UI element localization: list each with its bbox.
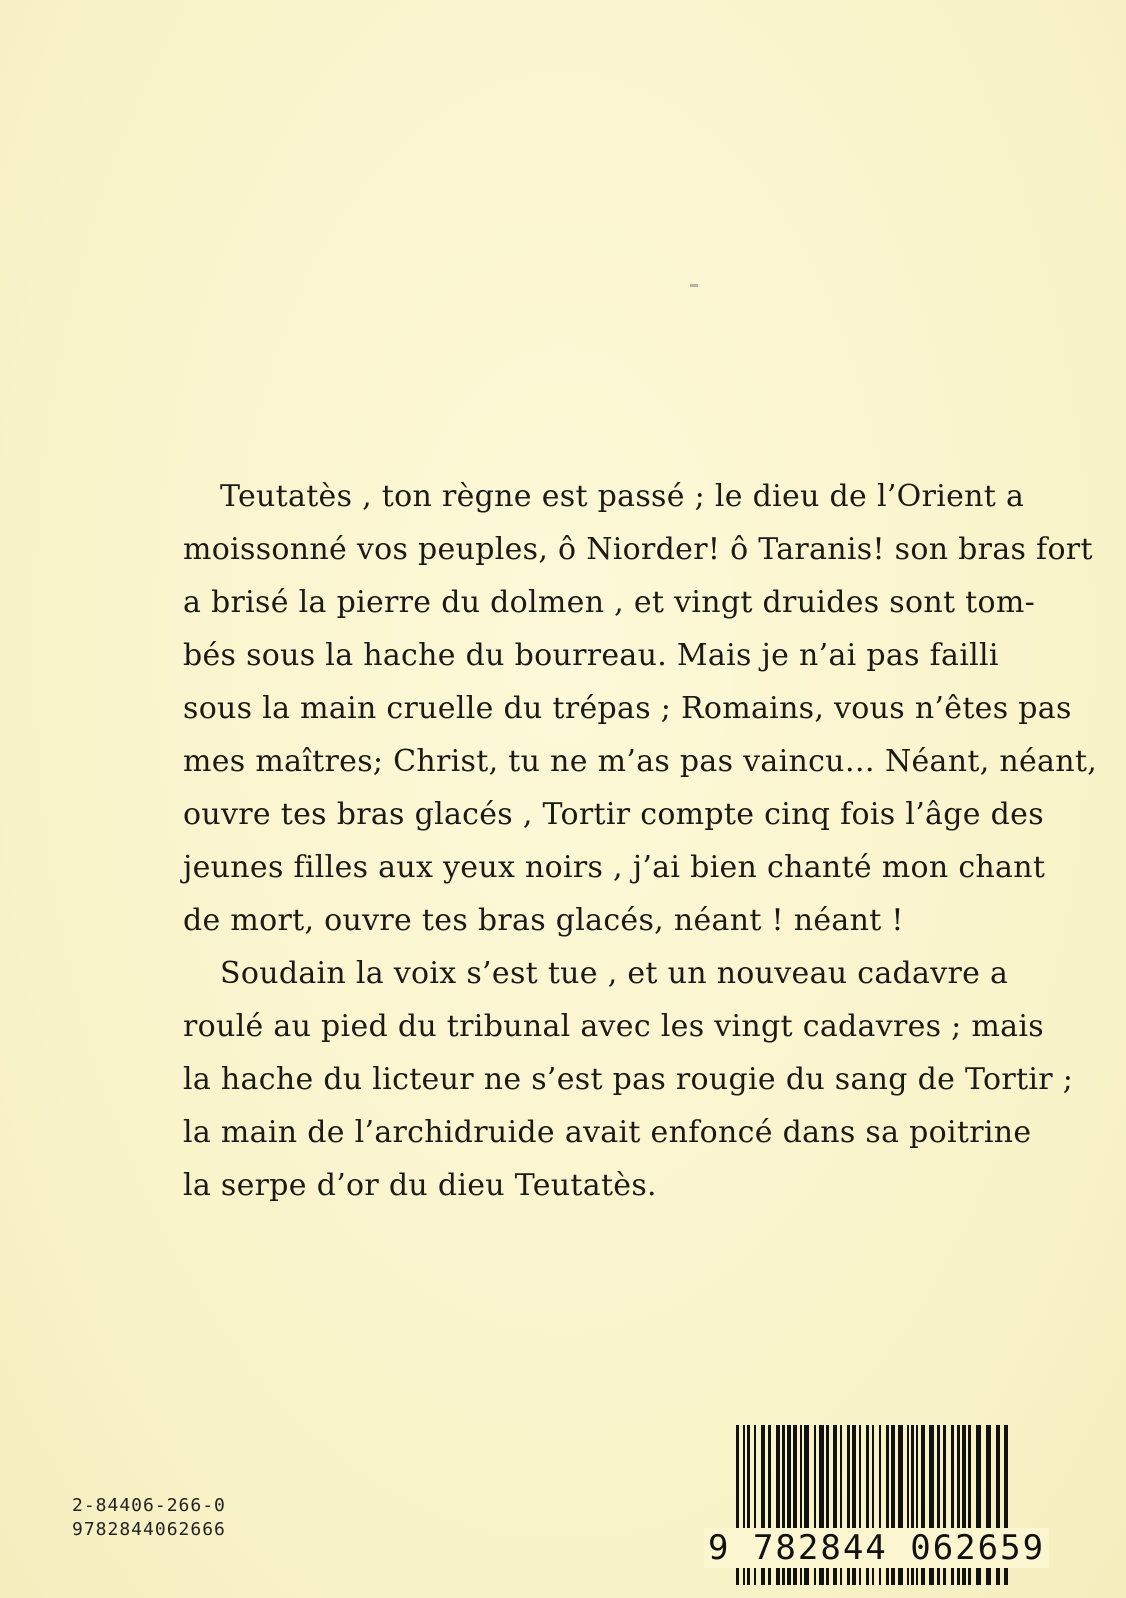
text-line: de mort, ouvre tes bras glacés, néant ! néant ! [183,903,904,938]
isbn-block [72,1494,226,1542]
text-line: jeunes filles aux yeux noirs , j’ai bien chanté mon chant [183,850,1046,885]
text-line: ouvre tes bras glacés , Tortir compte cinq fois l’âge des [183,797,1044,832]
barcode-digits: 9 782844 062659 [704,1528,1049,1568]
text-line: Soudain la voix s’est tue , et un nouveau cadavre a [220,956,1009,991]
text-line: Teutatès , ton règne est passé ; le dieu de l’Orient a [220,479,1025,514]
isbn-10: 2-84406-266-0 [72,1495,226,1516]
isbn-ean: 9782844062666 [72,1519,226,1540]
text-line: mes maîtres; Christ, tu ne m’as pas vaincu… Néant, néant, [183,744,1098,779]
text-line: roulé au pied du tribunal avec les vingt cadavres ; mais [183,1009,1044,1044]
text-line: bés sous la hache du bourreau. Mais je n’ai pas failli [183,638,999,673]
body-text [183,470,1098,1212]
text-line: moissonné vos peuples, ô Niorder! ô Taranis! son bras fort [183,532,1093,567]
text-line: a brisé la pierre du dolmen , et vingt druides sont tom- [183,585,1036,620]
text-line: la main de l’archidruide avait enfoncé dans sa poitrine [183,1115,1032,1150]
text-line: la hache du licteur ne s’est pas rougie du sang de Tortir ; [183,1062,1074,1097]
paper-speck [690,284,698,287]
text-line: sous la main cruelle du trépas ; Romains, vous n’êtes pas [183,691,1072,726]
text-line: la serpe d’or du dieu Teutatès. [183,1168,657,1203]
